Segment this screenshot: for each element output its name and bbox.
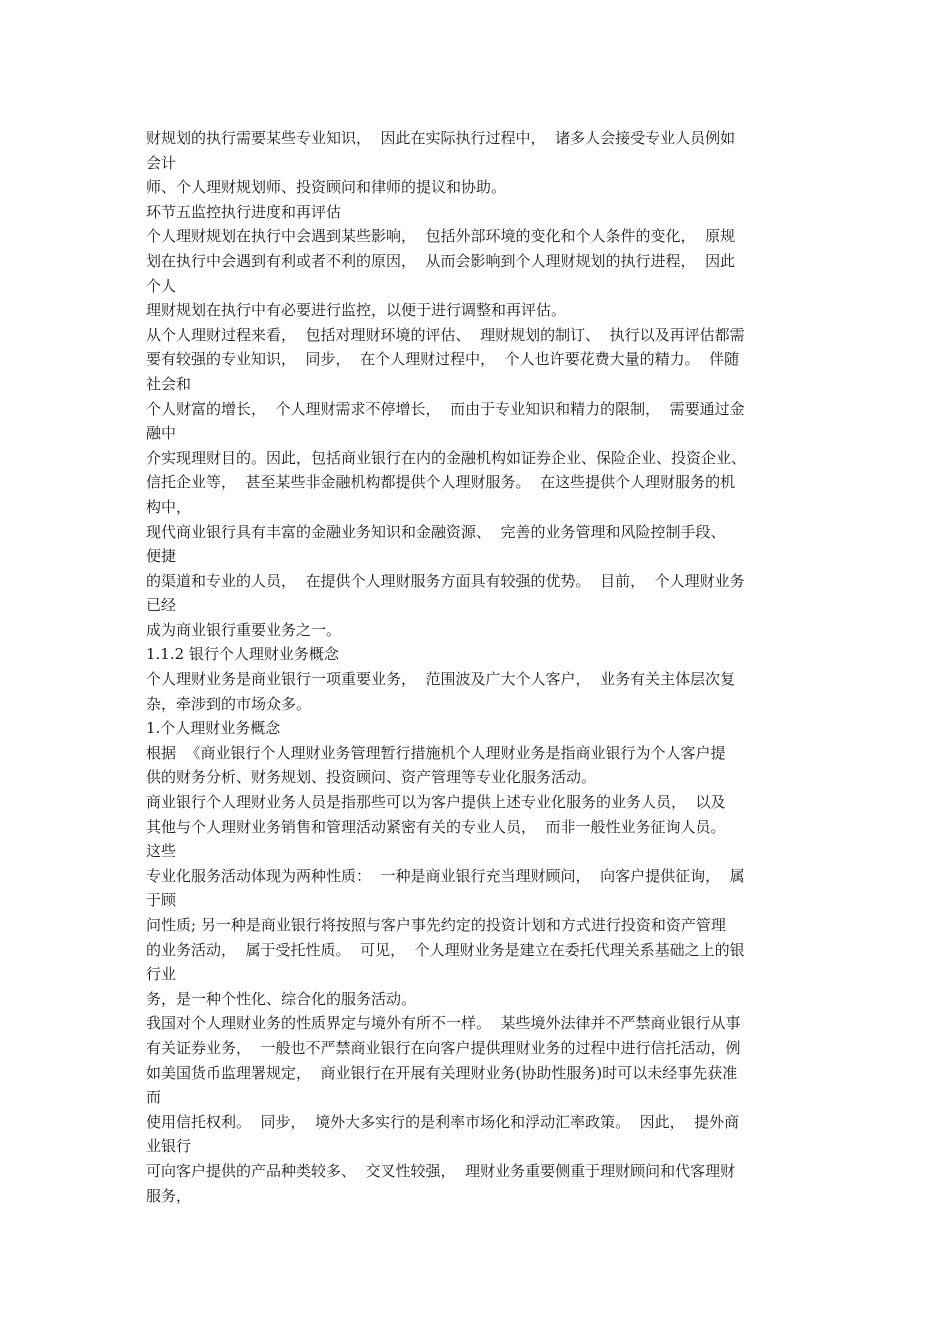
text-line: 务，是一种个性化、综合化的服务活动。 bbox=[146, 989, 417, 1008]
text-line: 根据 《商业银行个人理财业务管理暂行措施机个人理财业务是指商业银行为个人客户提 bbox=[146, 743, 726, 762]
text-line: 个人理财业务是商业银行一项重要业务， 范围波及广大个人客户， 业务有关主体层次复 bbox=[146, 670, 736, 689]
text-line: 服务， bbox=[146, 1186, 192, 1205]
text-line: 使用信托权利。 同步， 境外大多实行的是利率市场化和浮动汇率政策。 因此， 提外商 bbox=[146, 1112, 740, 1131]
text-line: 个人财富的增长， 个人理财需求不停增长， 而由于专业知识和精力的限制， 需要通过金 bbox=[146, 399, 745, 418]
text-line: 要有较强的专业知识， 同步， 在个人理财过程中， 个人也许要花费大量的精力。 伴随 bbox=[146, 350, 740, 369]
section-heading: 1.1.2 银行个人理财业务概念 bbox=[146, 645, 339, 664]
text-line: 于顾 bbox=[146, 891, 177, 910]
text-line: 构中， bbox=[146, 497, 192, 516]
text-line: 的渠道和专业的人员， 在提供个人理财服务方面具有较强的优势。 目前， 个人理财业务 bbox=[146, 571, 745, 590]
text-line: 供的财务分析、财务规划、投资顾问、资产管理等专业化服务活动。 bbox=[146, 768, 597, 787]
text-line: 的业务活动， 属于受托性质。 可见， 个人理财业务是建立在委托代理关系基础之上的银 bbox=[146, 940, 745, 959]
text-line: 专业化服务活动体现为两种性质： 一种是商业银行充当理财顾问， 向客户提供征询， 属 bbox=[146, 866, 745, 885]
text-line: 师、个人理财规划师、投资顾问和律师的提议和协助。 bbox=[146, 178, 507, 197]
document-body bbox=[146, 126, 816, 1208]
section-heading: 环节五监控执行进度和再评估 bbox=[146, 202, 342, 221]
text-line: 财规划的执行需要某些专业知识， 因此在实际执行过程中， 诸多人会接受专业人员例如 bbox=[146, 129, 736, 147]
text-line: 其他与个人理财业务销售和管理活动紧密有关的专业人员， 而非一般性业务征询人员。 bbox=[146, 817, 726, 836]
text-line: 便捷 bbox=[146, 547, 177, 566]
text-line: 划在执行中会遇到有利或者不利的原因， 从而会影响到个人理财规划的执行进程， 因此 bbox=[146, 251, 736, 270]
text-line: 个人 bbox=[146, 276, 177, 295]
text-line: 已经 bbox=[146, 596, 177, 615]
text-line: 会计 bbox=[146, 153, 177, 172]
text-line: 而 bbox=[146, 1088, 162, 1107]
text-line: 行业 bbox=[146, 965, 177, 984]
text-line: 现代商业银行具有丰富的金融业务知识和金融资源、 完善的业务管理和风险控制手段、 bbox=[146, 522, 726, 541]
text-line: 社会和 bbox=[146, 374, 192, 393]
text-line: 个人理财规划在执行中会遇到某些影响， 包括外部环境的变化和个人条件的变化， 原规 bbox=[146, 227, 736, 246]
text-line: 成为商业银行重要业务之一。 bbox=[146, 620, 342, 639]
text-line: 这些 bbox=[146, 842, 177, 861]
text-line: 信托企业等， 甚至某些非金融机构都提供个人理财服务。 在这些提供个人理财服务的机 bbox=[146, 473, 736, 492]
text-line: 理财规划在执行中有必要进行监控，以便于进行调整和再评估。 bbox=[146, 301, 567, 320]
text-line: 融中 bbox=[146, 424, 177, 443]
text-line: 介实现理财目的。因此，包括商业银行在内的金融机构如证券企业、保险企业、投资企业、 bbox=[146, 448, 747, 467]
text-line: 如美国货币监理署规定， 商业银行在开展有关理财业务(协助性服务)时可以未经事先获准 bbox=[146, 1063, 738, 1082]
section-heading: 1.个人理财业务概念 bbox=[146, 719, 281, 738]
text-line: 杂，牵涉到的市场众多。 bbox=[146, 694, 312, 713]
text-line: 有关证券业务， 一般也不严禁商业银行在向客户提供理财业务的过程中进行信托活动，例 bbox=[146, 1038, 741, 1057]
text-line: 从个人理财过程来看， 包括对理财环境的评估、 理财规划的制订、 执行以及再评估都需 bbox=[146, 325, 745, 344]
text-line: 问性质; 另一种是商业银行将按照与客户事先约定的投资计划和方式进行投资和资产管理 bbox=[146, 916, 726, 934]
text-line: 我国对个人理财业务的性质界定与境外有所不一样。 某些境外法律并不严禁商业银行从事 bbox=[146, 1014, 741, 1033]
text-line: 业银行 bbox=[146, 1137, 192, 1156]
text-line: 商业银行个人理财业务人员是指那些可以为客户提供上述专业化服务的业务人员， 以及 bbox=[146, 793, 726, 812]
text-line: 可向客户提供的产品种类较多、 交叉性较强， 理财业务重要侧重于理财顾问和代客理财 bbox=[146, 1161, 736, 1180]
